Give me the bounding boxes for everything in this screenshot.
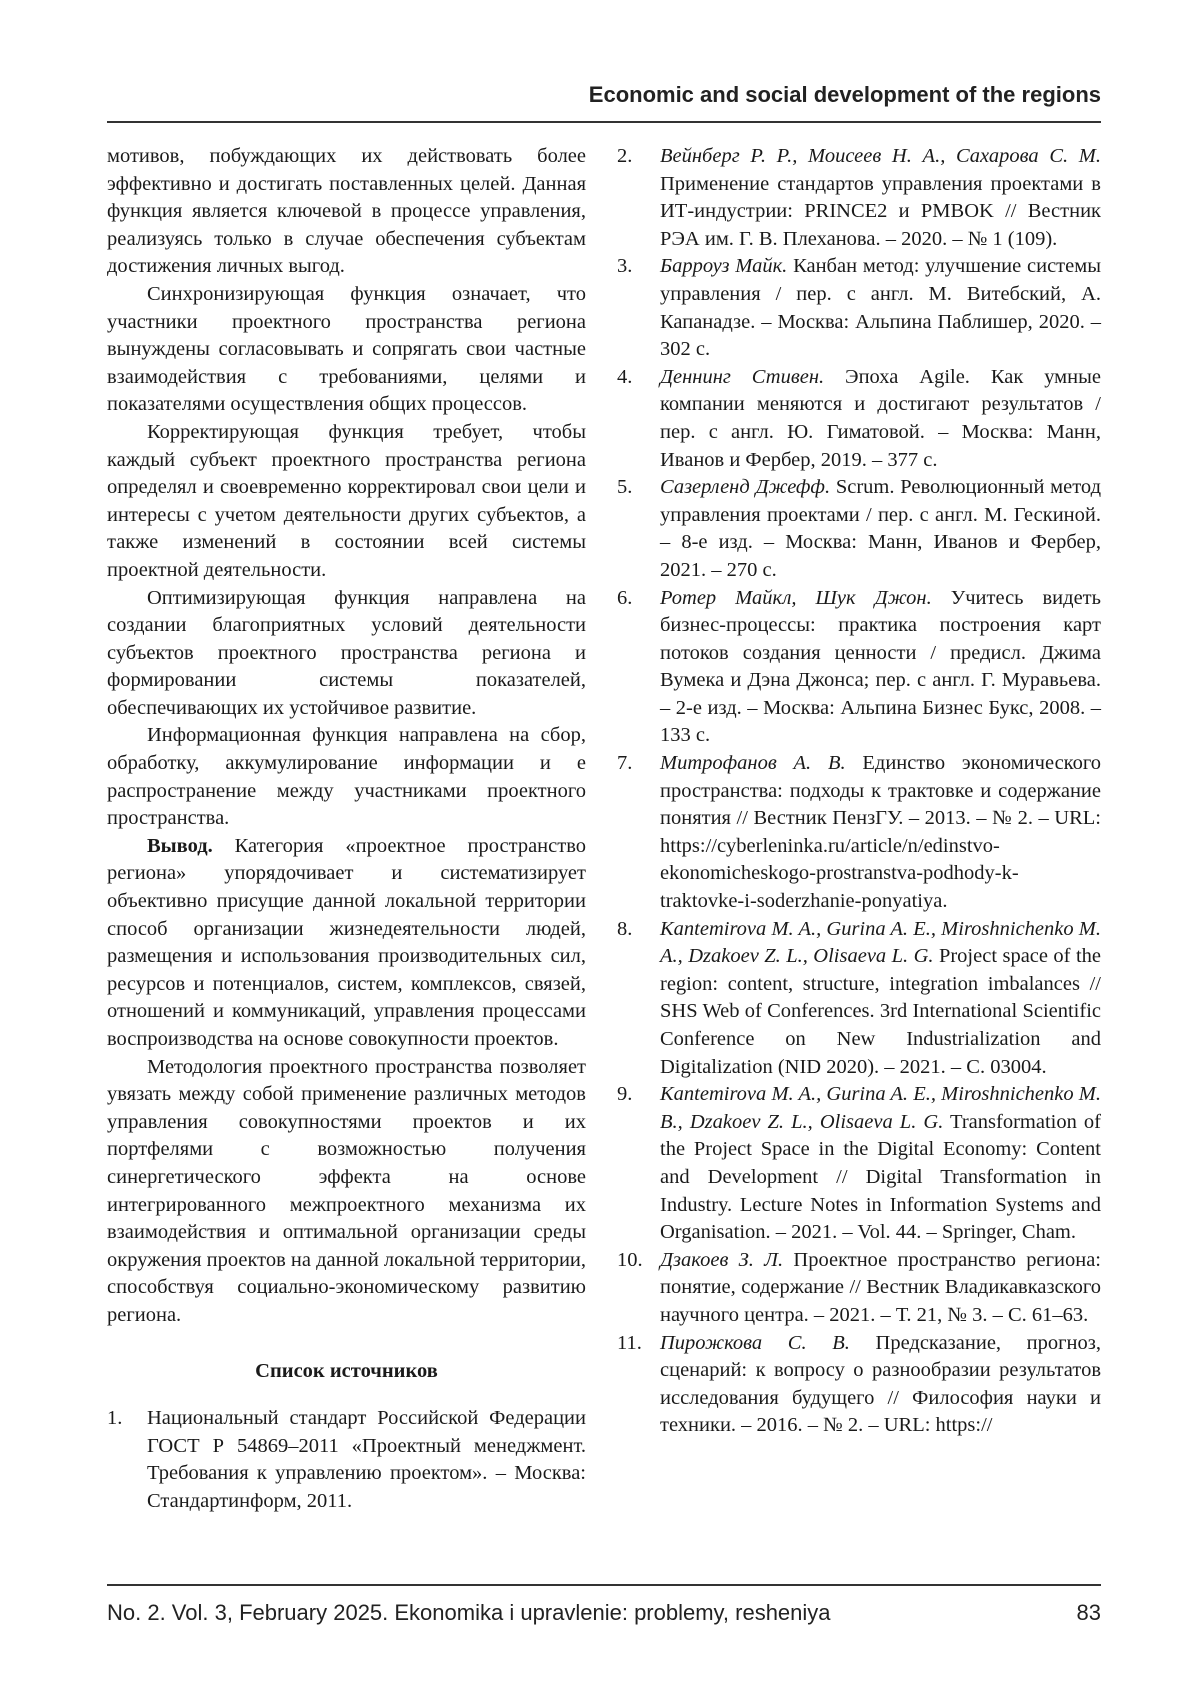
paragraph: Синхронизирующая функция означает, что участники проектного пространства региона вынуждены согласовывать и сопрягать свои частные взаимодействия с требованиями, целями и показателями осуществления общих процессов.: [107, 281, 586, 419]
paragraph: Методология проектного пространства позволяет увязать между собой применение различных методов управления совокупностями проектов и их портфелями с возможностью получения синергетического эффекта на основе интегрированного межпроектного механизма их взаимодействия и оптимальной организации среды окружения проектов на данной локальной территории, способствуя социально-экономическому развитию региона.: [107, 1054, 586, 1330]
references-title: Список источников: [107, 1358, 586, 1386]
reference-item: [617, 1081, 1101, 1247]
reference-item: [617, 1247, 1101, 1330]
reference-number: 9.: [617, 1081, 660, 1247]
reference-number: 10.: [617, 1247, 660, 1330]
reference-number: 3.: [617, 253, 660, 363]
reference-text: [660, 253, 1101, 363]
reference-authors: Kantemirova M. A., Gurina A. E., Miroshnichenko M. A., Dzakoev Z. L., Olisaeva L. G.: [660, 918, 1101, 968]
reference-body: Project space of the region: content, structure, integration imbalances // SHS Web of Conferences. 3rd International Scientific Conference on New Industrialization and Digitalization (NID 2020). – 2021. – C. 03004.: [660, 945, 1101, 1077]
reference-item: [107, 1405, 586, 1515]
reference-number: 7.: [617, 750, 660, 916]
reference-authors: Митрофанов А. В.: [660, 752, 846, 774]
page-number: 83: [1077, 1600, 1101, 1626]
reference-item: [617, 750, 1101, 916]
page-footer: [107, 1600, 1101, 1626]
reference-item: [617, 474, 1101, 584]
reference-number: 1.: [107, 1405, 147, 1515]
reference-body: Проектное пространство региона: понятие, содержание // Вестник Владикавказского научного центра. – 2021. – Т. 21, № 3. – С. 61–63.: [660, 1249, 1101, 1326]
reference-body: Канбан метод: улучшение системы управления / пер. с англ. М. Витебский, А. Капанадзе. – Москва: Альпина Паблишер, 2020. – 302 с.: [660, 255, 1101, 360]
running-header: Economic and social development of the regions: [107, 82, 1101, 108]
reference-number: 6.: [617, 585, 660, 751]
reference-text: [660, 474, 1101, 584]
reference-body: Единство экономического пространства: подходы к трактовке и содержание понятия // Вестник ПензГУ. – 2013. – № 2. – URL: https://cyberleninka.ru/article/n/edinstvo-ekonomicheskogo-prostranstva-podhody-k-traktovke-i-soderzhanie-ponyatiya.: [660, 752, 1101, 912]
reference-text: [660, 916, 1101, 1082]
reference-item: [617, 143, 1101, 253]
reference-body: Эпоха Agile. Как умные компании меняются и достигают результатов / пер. с англ. Ю. Гиматовой. – Москва: Манн, Иванов и Фербер, 2019. – 377 с.: [660, 366, 1101, 471]
reference-item: [617, 364, 1101, 474]
reference-authors: Kantemirova M. A., Gurina A. E., Miroshnichenko M. B., Dzakoev Z. L., Olisaeva L. G.: [660, 1083, 1101, 1133]
paragraph: Информационная функция направлена на сбор, обработку, аккумулирование информации и е распространение между участниками проектного пространства.: [107, 722, 586, 832]
reference-item: [617, 916, 1101, 1082]
reference-text: Национальный стандарт Российской Федерации ГОСТ Р 54869–2011 «Проектный менеджмент. Требования к управлению проектом». – Москва: Стандартинформ, 2011.: [147, 1405, 586, 1515]
footer-citation: No. 2. Vol. 3, February 2025. Ekonomika i upravlenie: problemy, resheniya: [107, 1600, 831, 1626]
reference-authors: Барроуз Майк.: [660, 255, 787, 277]
reference-body: Применение стандартов управления проектами в ИТ-индустрии: PRINCE2 и PMBOK // Вестник РЭА им. Г. В. Плеханова. – 2020. – № 1 (109).: [660, 173, 1101, 250]
reference-item: [617, 1330, 1101, 1440]
paragraph: мотивов, побуждающих их действовать более эффективно и достигать поставленных целей. Данная функция является ключевой в процессе управления, реализуясь только в случае обеспечения субъектам достижения личных выгод.: [107, 143, 586, 281]
reference-authors: Ротер Майкл, Шук Джон.: [660, 587, 932, 609]
conclusion-text: Категория «проектное пространство региона» упорядочивает и систематизирует объективно присущие данной локальной территории способ организации жизнедеятельности людей, размещения и использования производительных сил, ресурсов и потенциалов, систем, комплексов, связей, отношений и коммуникаций, управления процессами воспроизводства на основе совокупности проектов.: [107, 835, 586, 1050]
reference-text: [660, 750, 1101, 916]
reference-authors: Деннинг Стивен.: [660, 366, 824, 388]
paragraph: Оптимизирующая функция направлена на создании благоприятных условий деятельности субъектов проектного пространства региона и формировании системы показателей, обеспечивающих их устойчивое развитие.: [107, 585, 586, 723]
reference-body: Предсказание, прогноз, сценарий: к вопросу о разнообразии результатов исследования будущего // Философия науки и техники. – 2016. – № 2. – URL: https://: [660, 1332, 1101, 1437]
reference-authors: Сазерленд Джефф.: [660, 476, 830, 498]
reference-number: 11.: [617, 1330, 660, 1440]
reference-text: [660, 585, 1101, 751]
reference-text: [660, 364, 1101, 474]
conclusion-paragraph: [107, 833, 586, 1054]
reference-text: [660, 143, 1101, 253]
reference-number: 4.: [617, 364, 660, 474]
reference-number: 5.: [617, 474, 660, 584]
reference-item: [617, 253, 1101, 363]
reference-body: Учитесь видеть бизнес-процессы: практика построения карт потоков создания ценности / предисл. Джима Вумека и Дэна Джонса; пер. с англ. Г. Муравьева. – 2-е изд. – Москва: Альпина Бизнес Букс, 2008. – 133 с.: [660, 587, 1101, 747]
conclusion-label: Вывод.: [147, 835, 213, 857]
right-column: [617, 143, 1101, 1440]
reference-text: [660, 1247, 1101, 1330]
reference-text: [660, 1081, 1101, 1247]
reference-body: Scrum. Революционный метод управления проектами / пер. с англ. М. Гескиной. – 8-е изд. – Москва: Манн, Иванов и Фербер, 2021. – 270 с.: [660, 476, 1101, 581]
reference-text: [660, 1330, 1101, 1440]
reference-authors: Дзакоев З. Л.: [660, 1249, 783, 1271]
reference-number: 8.: [617, 916, 660, 1082]
footer-divider: [107, 1584, 1101, 1586]
reference-number: 2.: [617, 143, 660, 253]
left-column: [107, 143, 586, 1516]
reference-item: [617, 585, 1101, 751]
paragraph: Корректирующая функция требует, чтобы каждый субъект проектного пространства региона определял и своевременно корректировал свои цели и интересы с учетом деятельности других субъектов, а также изменений в состоянии всей системы проектной деятельности.: [107, 419, 586, 585]
reference-authors: Пирожкова С. В.: [660, 1332, 850, 1354]
header-divider: [107, 121, 1101, 123]
reference-body: Transformation of the Project Space in the Digital Economy: Content and Development // Digital Transformation in Industry. Lecture Notes in Information Systems and Organisation. – 2021. – Vol. 44. – Springer, Cham.: [660, 1111, 1101, 1243]
reference-authors: Вейнберг Р. Р., Моисеев Н. А., Сахарова С. М.: [660, 145, 1101, 167]
